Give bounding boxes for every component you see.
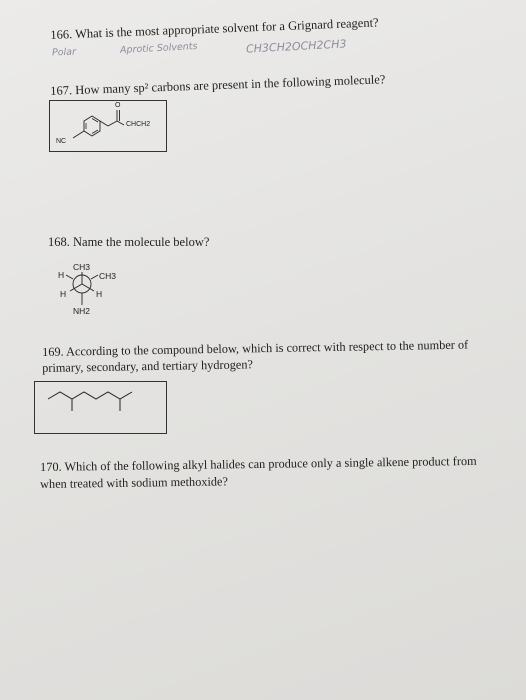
h-bottom-left-label: H	[60, 289, 67, 299]
h-bottom-right-label: H	[96, 289, 103, 299]
nitrile-label: NC	[56, 138, 67, 145]
ch3-right-label: CH3	[99, 271, 117, 281]
question-169-line2: primary, secondary, and tertiary hydrogen?	[42, 357, 254, 375]
handwritten-aprotic-solvents: Aprotic Solvents	[119, 40, 198, 57]
handwritten-diethyl-ether: CH3CH2OCH2CH3	[245, 37, 347, 56]
question-169-line1: 169. According to the compound below, which is correct with respect to the number of	[42, 337, 469, 359]
question-166: 166. What is the most appropriate solvent for a Grignard reagent?	[50, 15, 379, 42]
nh2-label: NH2	[73, 306, 91, 316]
ch3-top-label: CH3	[73, 262, 91, 272]
question-167: 167. How many sp² carbons are present in the following molecule?	[50, 72, 386, 98]
oxygen-label: O	[115, 102, 121, 109]
h-left-label: H	[58, 270, 65, 280]
vinyl-label: CHCH2	[126, 121, 151, 128]
question-170-line1: 170. Which of the following alkyl halides can produce only a single alkene product from	[40, 453, 477, 474]
question-170-line2: when treated with sodium methoxide?	[40, 474, 229, 491]
handwritten-polar: Polar	[51, 46, 77, 59]
question-168: 168. Name the molecule below?	[48, 235, 210, 249]
